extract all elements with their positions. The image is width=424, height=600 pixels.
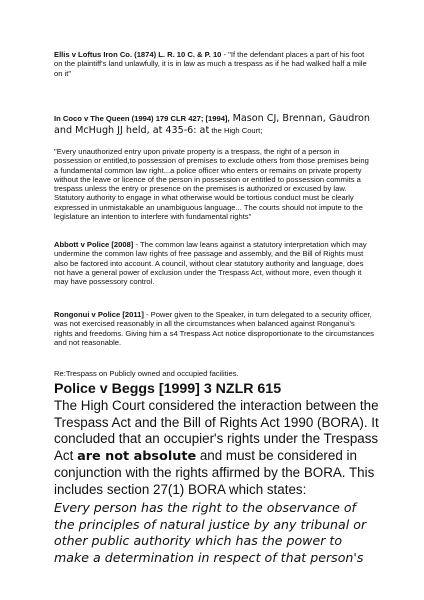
bora-quote: Every person has the right to the observance of the principles of natural justice by any tribunal or other public authority which has the power to make a determination in respect of that person's <box>54 500 367 565</box>
ellis-quote: - "If the defendant places a part of his foot on the plaintiff's land unlawfully, it is in law as much a trespass as if he had walked half a mile on it" <box>54 50 367 78</box>
coco-paragraph <box>54 113 374 137</box>
ellis-case-citation: Ellis v Loftus Iron Co. (1874) L. R. 10 C. & P. 10 <box>54 50 222 59</box>
coco-case-citation: In Coco v The Queen (1994) 179 CLR 427; [1994], <box>54 114 230 123</box>
coco-quote: "Every unauthorized entry upon private property is a trespass, the right of a person in possession or entitled,to possession of premises to exclude others from those premises being a fundamental common law right...a police officer who enters or remains on private property without the leave or licence of the person in possession or entitled to possession commits a trespass unless the entry or presence on the premises is authorized or excused by law. Statutory authority to engage in what otherwise would be tortious conduct must be clearly expressed in unmistakable an unambiguous language... The courts should not impute to the legislature an intention to interfere with fundamental rights" <box>54 147 369 222</box>
beggs-text-after: and must be considered in conjunction with the rights affirmed by the BORA. This includes section 27(1) BORA which states: <box>54 447 375 497</box>
rongonui-case-citation: Rongonui v Police [2011] <box>54 310 144 319</box>
abbott-text: - The common law leans against a statutory interpretation which may undermine the common law rights of free passage and assembly, and the Bill of Rights must also be factored into account. A council, without clear statutory authority and language, does not have a general power of exclusion under the Trespass Act, without more, even though it may have possessory control. <box>54 240 367 287</box>
rongonui-paragraph <box>54 310 374 347</box>
beggs-emphasis: are not absolute <box>77 448 197 464</box>
abbott-case-citation: Abbott v Police [2008] <box>54 240 134 249</box>
rongonui-text: - Power given to the Speaker, in turn delegated to a security officer, was not exercised reasonably in all the circumstances when balanced against Ronganui's rights and freedoms. Giving him a s4 Trespass Act notice disproportionate to the circumstances and not reasonable. <box>54 310 374 347</box>
ellis-paragraph <box>54 50 374 78</box>
coco-court: the High Court; <box>209 126 263 135</box>
coco-judges: Mason CJ, Brennan, Gaudron and McHugh JJ held, at 435-6: at <box>54 113 370 136</box>
abbott-paragraph <box>54 240 374 286</box>
beggs-paragraph <box>54 398 380 499</box>
beggs-heading: Police v Beggs [1999] 3 NZLR 615 <box>54 381 282 397</box>
beggs-text-before: The High Court considered the interaction between the Trespass Act and the Bill of Rights Act 1990 (BORA). It concluded that an occupier's rights under the Trespass Act <box>54 398 379 463</box>
re-trespass-line: Re:Trespass on Publicly owned and occupied facilities. <box>54 369 239 378</box>
